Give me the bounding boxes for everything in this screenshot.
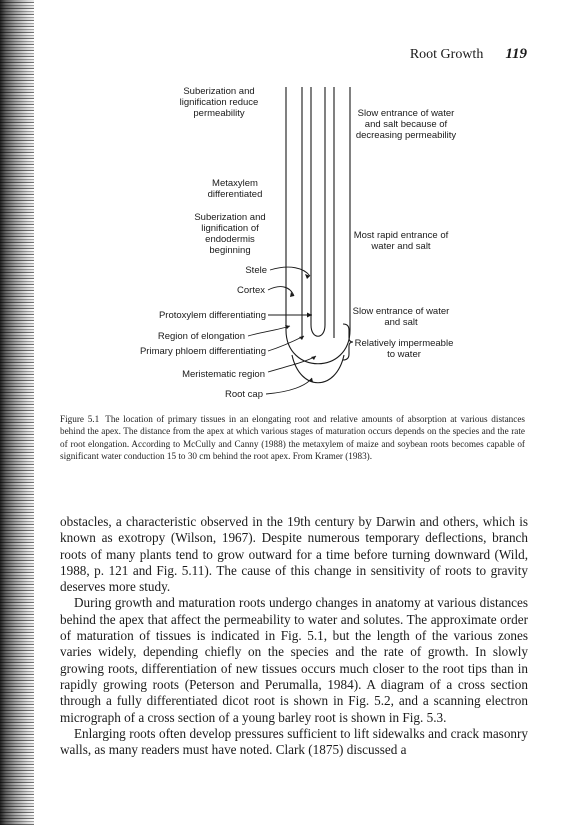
label-meristematic: Meristematic region — [182, 369, 265, 380]
root-diagram-svg — [0, 0, 585, 410]
label-impermeable: Relatively impermeable to water — [354, 338, 454, 360]
paragraph-3: Enlarging roots often develop pressures sufficient to lift sidewalks and crack masonry walls, as many readers must have noted. Clark (1875) discussed a — [60, 725, 528, 758]
inner-stele-outline — [311, 87, 325, 336]
running-head-title: Root Growth — [409, 47, 484, 62]
figure-caption-number: Figure 5.1 — [60, 414, 100, 424]
figure-caption — [60, 413, 525, 462]
body-text — [60, 514, 528, 758]
label-slow-entrance: Slow entrance of water and salt — [352, 306, 450, 328]
page-number: 119 — [505, 46, 527, 62]
paragraph-1: obstacles, a characteristic observed in the 19th century by Darwin and others, which is known as exotropy (Wilson, 1967). Despite numerous temporary deflections, branch roots of many plants tend to grow outward for a time before turning downward (Wild, 1988, p. 121 and Fig. 5.11). The cause of this change in sensitivity of roots to gravity deserves more study. — [60, 514, 528, 595]
root-outer-outline — [286, 87, 350, 364]
label-protoxylem: Protoxylem differentiating — [158, 310, 266, 321]
leader-stele — [270, 267, 310, 276]
leader-meristematic — [268, 356, 316, 372]
root-diagram-figure — [0, 0, 585, 410]
leader-root-cap — [266, 378, 312, 394]
root-cap-outline — [292, 355, 344, 383]
label-phloem: Primary phloem differentiating — [139, 346, 266, 357]
leader-cortex — [268, 287, 294, 296]
paragraph-2: During growth and maturation roots undergo changes in anatomy at various distances behind the apex that affect the permeability to water and solutes. The approximate order of maturation of tissues is indicated in Fig. 5.1, but the length of the various zones varies widely, depending chiefly on the species and the rate of growth. In slowly growing roots, differentiation of new tissues occurs much closer to the root tips than in rapidly growing roots (Peterson and Perumalla, 1984). A diagram of a cross section through a fully differentiated dicot root is shown in Fig. 5.2, and a scanning electron micrograph of a cross section of a young barley root is shown in Fig. 5.3. — [60, 595, 528, 725]
label-suberization-endodermis: Suberization and lignification of endodermis beginning — [194, 212, 266, 256]
label-metaxylem: Metaxylem differentiated — [207, 178, 263, 200]
label-most-rapid: Most rapid entrance of water and salt — [353, 230, 449, 252]
label-suberization-reduce: Suberization and lignification reduce permeability — [179, 86, 259, 119]
leader-elongation — [248, 326, 290, 336]
leader-phloem — [268, 336, 304, 351]
label-elongation: Region of elongation — [157, 331, 245, 342]
label-stele: Stele — [245, 265, 267, 276]
label-slow-decreasing: Slow entrance of water and salt because of decreasing permeability — [355, 108, 457, 141]
label-cortex: Cortex — [237, 285, 265, 296]
figure-caption-text: The location of primary tissues in an elongating root and relative amounts of absorption at various distances behind the apex. The distance from the apex at which various stages of maturation occurs depends on the species and the rate of root elongation. According to McCully and Canny (1988) the metaxylem of maize and soybean roots becomes capable of significant water conduction 15 to 30 cm behind the root apex. From Kramer (1983). — [60, 414, 525, 461]
label-root-cap: Root cap — [224, 389, 263, 400]
